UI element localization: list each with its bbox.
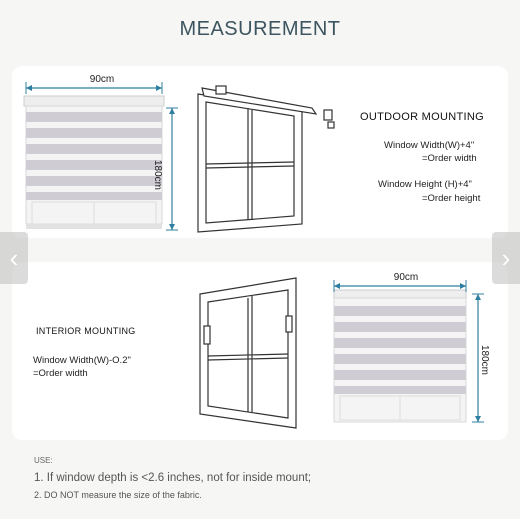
note-1: 1. If window depth is <2.6 inches, not for inside mount; <box>34 472 312 484</box>
interior-zebra-blind <box>334 290 466 422</box>
note-2: 2. DO NOT measure the size of the fabric. <box>34 490 202 500</box>
interior-formula-line1: Window Width(W)-O.2" <box>33 355 131 366</box>
interior-window-drawing <box>200 278 296 428</box>
interior-illustration <box>12 262 508 440</box>
outdoor-height-dimension <box>166 108 178 230</box>
outdoor-window-drawing <box>198 86 334 232</box>
page-title: MEASUREMENT <box>179 18 341 40</box>
outdoor-mounting-title: OUTDOOR MOUNTING <box>360 111 484 123</box>
outdoor-width-formula-line1: Window Width(W)+4" <box>384 140 475 151</box>
use-label: USE: <box>34 456 53 465</box>
interior-mounting-title: INTERIOR MOUNTING <box>36 326 136 336</box>
outdoor-width-formula-line2: =Order width <box>422 153 477 164</box>
chevron-left-icon: ‹ <box>9 242 19 273</box>
outdoor-height-formula-line2: =Order height <box>422 193 481 204</box>
interior-formula-line2: =Order width <box>33 368 88 379</box>
outdoor-width-label: 90cm <box>89 74 115 85</box>
chevron-right-icon: › <box>501 242 511 273</box>
outdoor-height-label: 180cm <box>152 160 163 191</box>
prev-slide-button[interactable] <box>0 232 28 284</box>
outdoor-zebra-blind <box>24 96 164 229</box>
outdoor-height-formula-line1: Window Height (H)+4" <box>378 179 472 190</box>
interior-width-label: 90cm <box>393 272 419 283</box>
next-slide-button[interactable] <box>492 232 520 284</box>
interior-height-label: 180cm <box>479 345 490 376</box>
